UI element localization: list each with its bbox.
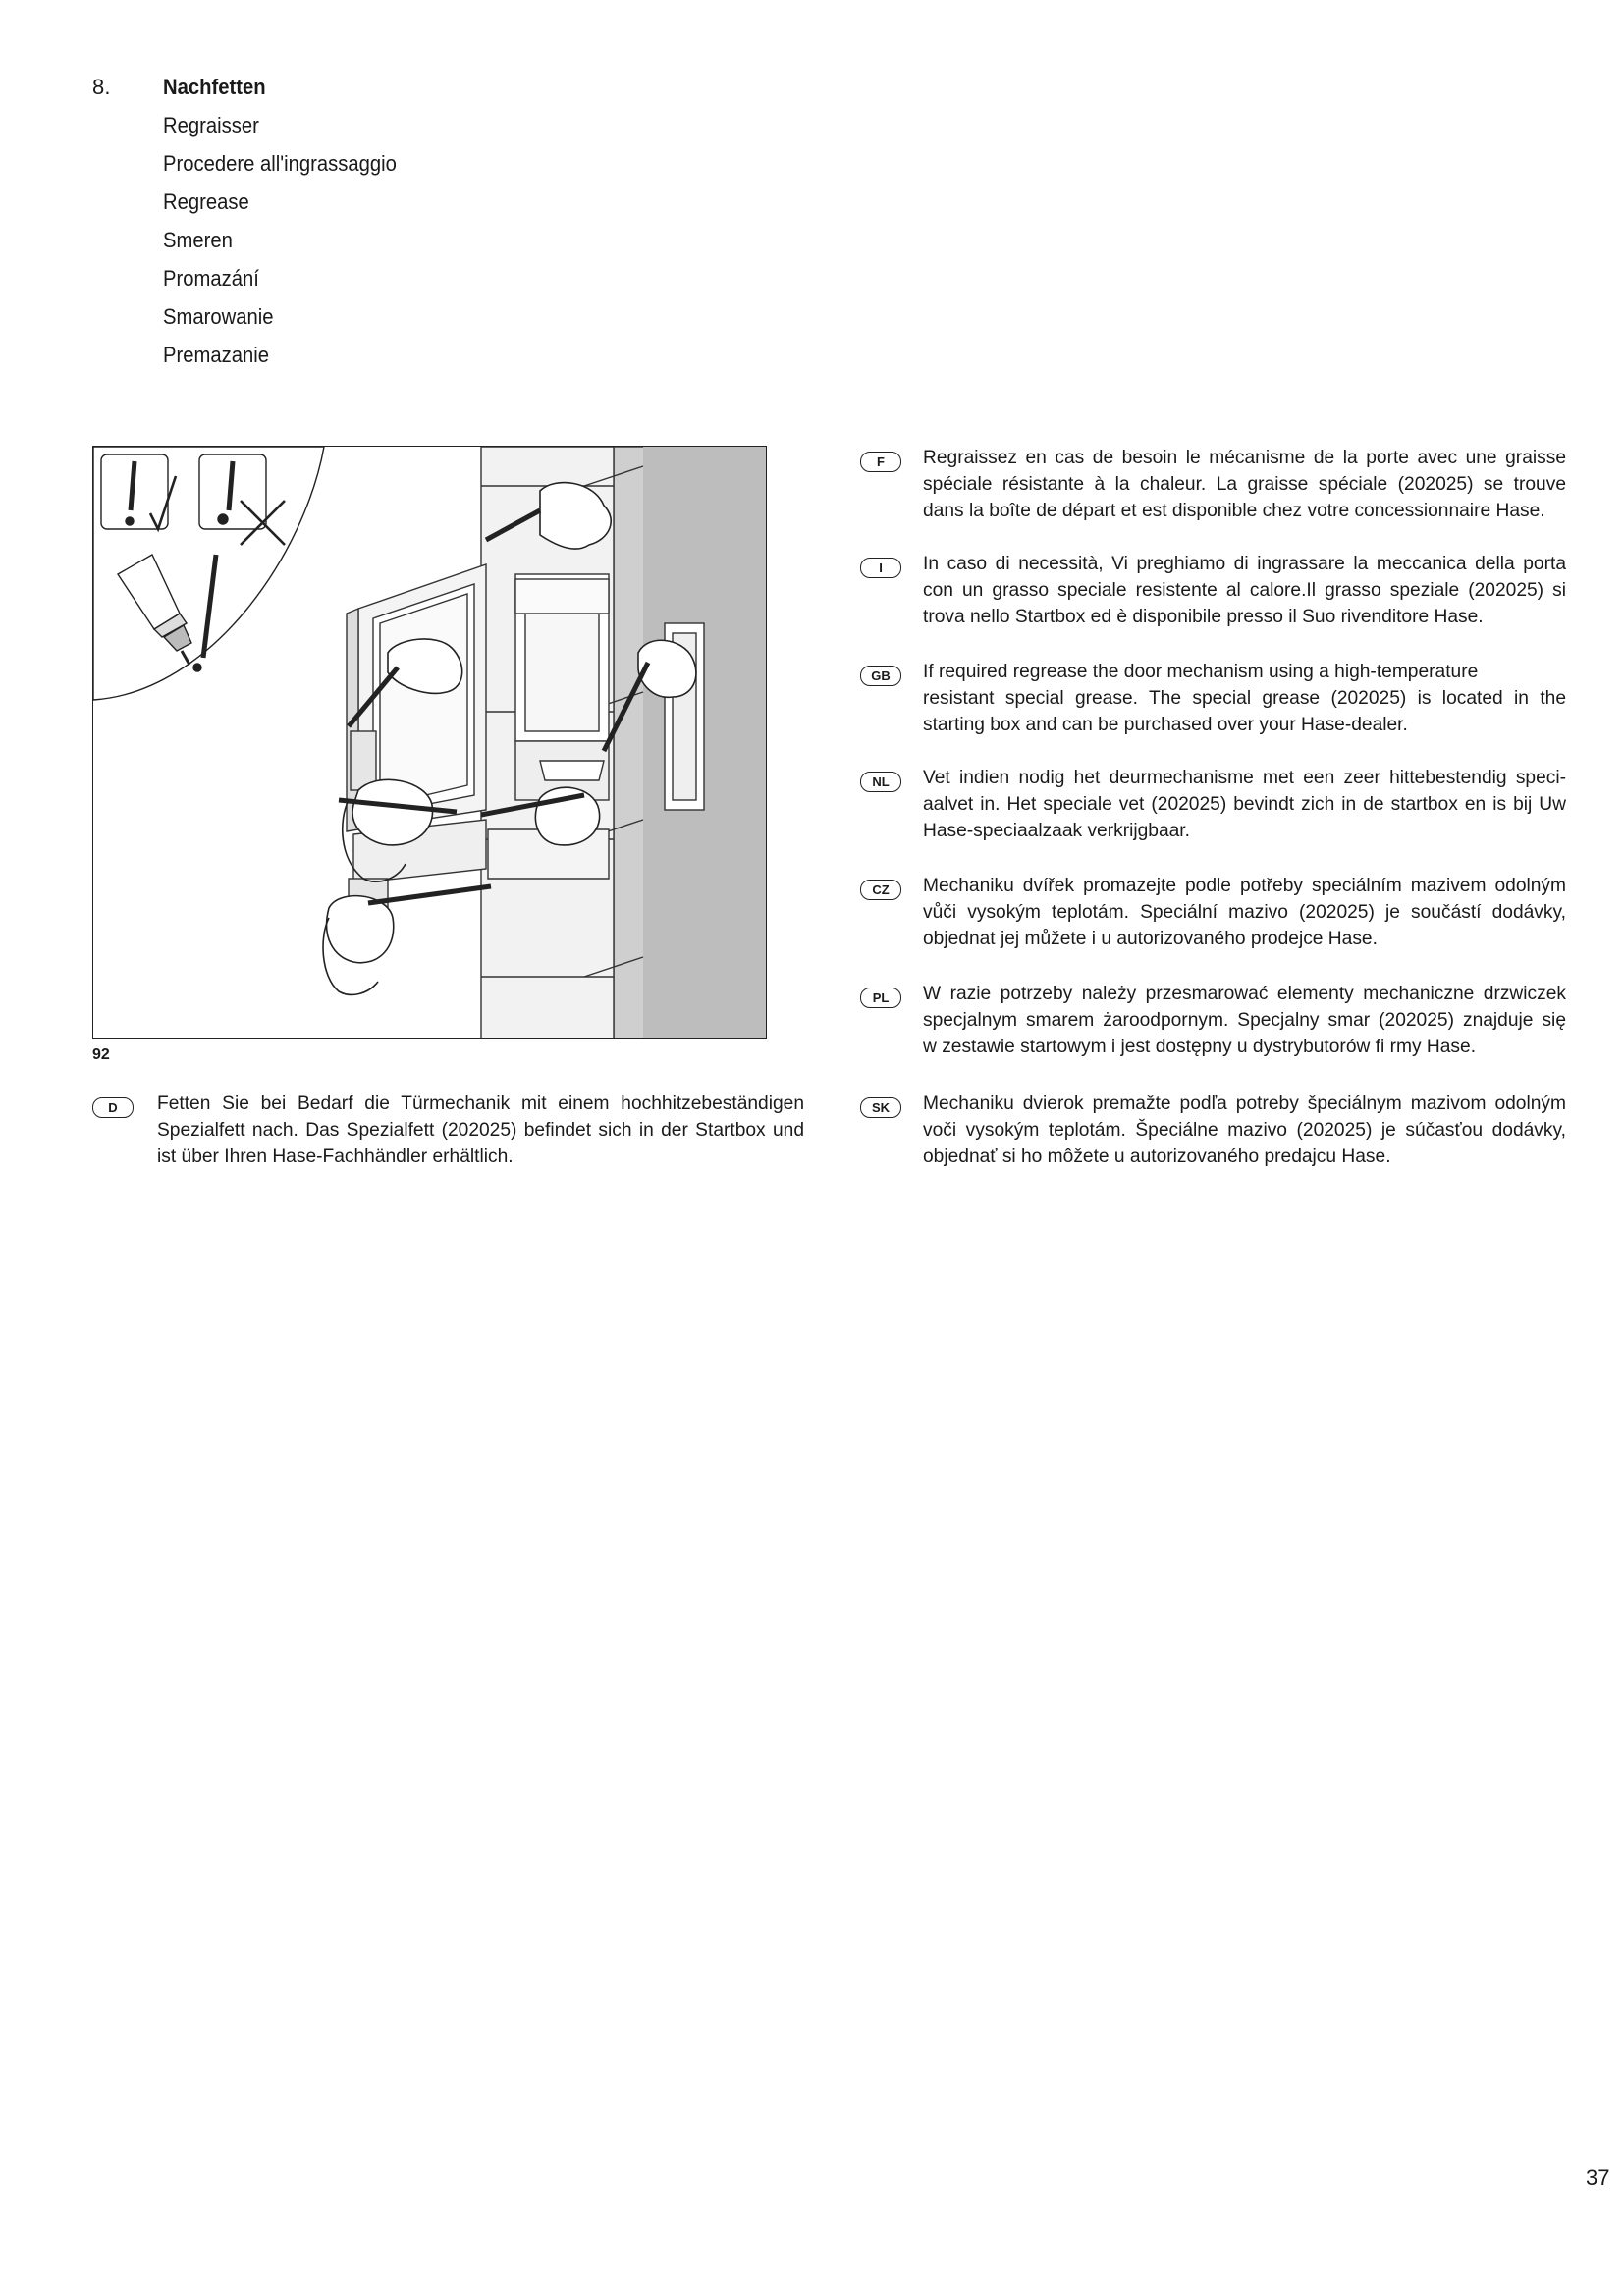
paragraph-text-gb xyxy=(923,659,1566,738)
paragraph-text-f xyxy=(923,445,1566,524)
lang-badge-d: D xyxy=(92,1097,134,1118)
text-line: Vet indien nodig het deurmechanisme met een zeer hittebestendig speci- xyxy=(923,768,1566,788)
lang-badge-sk: SK xyxy=(860,1097,901,1118)
title-de: Nachfetten xyxy=(163,75,266,99)
paragraph-gb xyxy=(860,662,1566,753)
paragraph-pl xyxy=(860,984,1566,1075)
page-number: 37 xyxy=(1586,2165,1610,2190)
lang-badge-nl: NL xyxy=(860,772,901,792)
title-cz: Promazání xyxy=(163,266,259,291)
paragraph-text-sk xyxy=(923,1091,1566,1170)
door-mechanism-illustration xyxy=(93,447,767,1039)
figure-92 xyxy=(92,446,767,1039)
text-line: In caso di necessità, Vi preghiamo di ingrassare la meccanica della porta xyxy=(923,554,1566,574)
lang-badge-i: I xyxy=(860,558,901,578)
title-sk: Premazanie xyxy=(163,343,269,367)
text-line: Fetten Sie bei Bedarf die Türmechanik mit einem hochhitzebeständigen xyxy=(157,1094,804,1114)
lang-badge-f: F xyxy=(860,452,901,472)
text-line: vůči vysokým teplotám. Speciální mazivo (202025) je součástí dodávky, xyxy=(923,902,1566,923)
step-number: 8. xyxy=(92,75,111,99)
paragraph-text-d xyxy=(157,1091,804,1170)
paragraph-f xyxy=(860,448,1566,539)
paragraph-sk xyxy=(860,1096,1566,1185)
firebox xyxy=(515,574,609,800)
title-nl: Smeren xyxy=(163,228,233,252)
paragraph-text-cz xyxy=(923,873,1566,952)
text-line: voči vysokým teplotám. Špeciálne mazivo (202025) je súčasťou dodávky, xyxy=(923,1120,1566,1141)
text-line: If required regrease the door mechanism using a high-temperature xyxy=(923,662,1479,682)
text-line: resistant special grease. The special grease (202025) is located in the xyxy=(923,688,1566,709)
paragraph-text-pl xyxy=(923,981,1566,1060)
title-fr: Regraisser xyxy=(163,113,259,137)
title-gb: Regrease xyxy=(163,189,249,214)
text-line: objednať si ho môžete u autorizovaného predajcu Hase. xyxy=(923,1147,1391,1167)
title-pl: Smarowanie xyxy=(163,304,274,329)
text-line: Regraissez en cas de besoin le mécanisme de la porte avec une graisse xyxy=(923,448,1566,468)
text-line: starting box and can be purchased over your Hase-dealer. xyxy=(923,715,1408,735)
text-line: w zestawie startowym i jest dostępny u dystrybutorów fi rmy Hase. xyxy=(923,1037,1477,1057)
paragraph-nl xyxy=(860,768,1566,859)
text-line: ist über Ihren Hase-Fachhändler erhältlich. xyxy=(157,1147,514,1167)
text-line: trova nello Startbox ed è disponibile presso il Suo rivenditore Hase. xyxy=(923,607,1484,627)
step-titles xyxy=(163,75,417,381)
text-line: specjalnym smarem żaroodpornym. Specjalny smar (202025) znajduje się xyxy=(923,1010,1566,1031)
text-line: Spezialfett nach. Das Spezialfett (202025) befindet sich in der Startbox und xyxy=(157,1120,804,1141)
paragraph-text-nl xyxy=(923,765,1566,844)
title-it: Procedere all'ingrassaggio xyxy=(163,151,397,176)
lang-badge-pl: PL xyxy=(860,988,901,1008)
paragraph-cz xyxy=(860,876,1566,967)
text-line: Mechaniku dvířek promazejte podle potřeby speciálním mazivem odolným xyxy=(923,876,1566,896)
text-line: W razie potrzeby należy przesmarować elementy mechaniczne drzwiczek xyxy=(923,984,1566,1004)
paragraph-i xyxy=(860,554,1566,645)
text-line: Hase-speciaalzaak verkrijgbaar. xyxy=(923,821,1190,841)
paragraph-d xyxy=(92,1096,804,1185)
lang-badge-cz: CZ xyxy=(860,880,901,900)
text-line: aalvet in. Het speciale vet (202025) bevindt zich in de startbox en is bij Uw xyxy=(923,794,1566,815)
lang-badge-gb: GB xyxy=(860,666,901,686)
text-line: spéciale résistante à la chaleur. La graisse spéciale (202025) se trouve xyxy=(923,474,1566,495)
text-line: con un grasso speciale resistente al calore.Il grasso speziale (202025) si xyxy=(923,580,1566,601)
grease-inset xyxy=(93,447,324,700)
paragraph-text-i xyxy=(923,551,1566,630)
figure-number: 92 xyxy=(92,1046,110,1063)
text-line: Mechaniku dvierok premažte podľa potreby špeciálnym mazivom odolným xyxy=(923,1094,1566,1114)
text-line: objednat jej můžete i u autorizovaného prodejce Hase. xyxy=(923,929,1378,949)
text-line: dans la boîte de départ et est disponible chez votre concessionnaire Hase. xyxy=(923,501,1545,521)
